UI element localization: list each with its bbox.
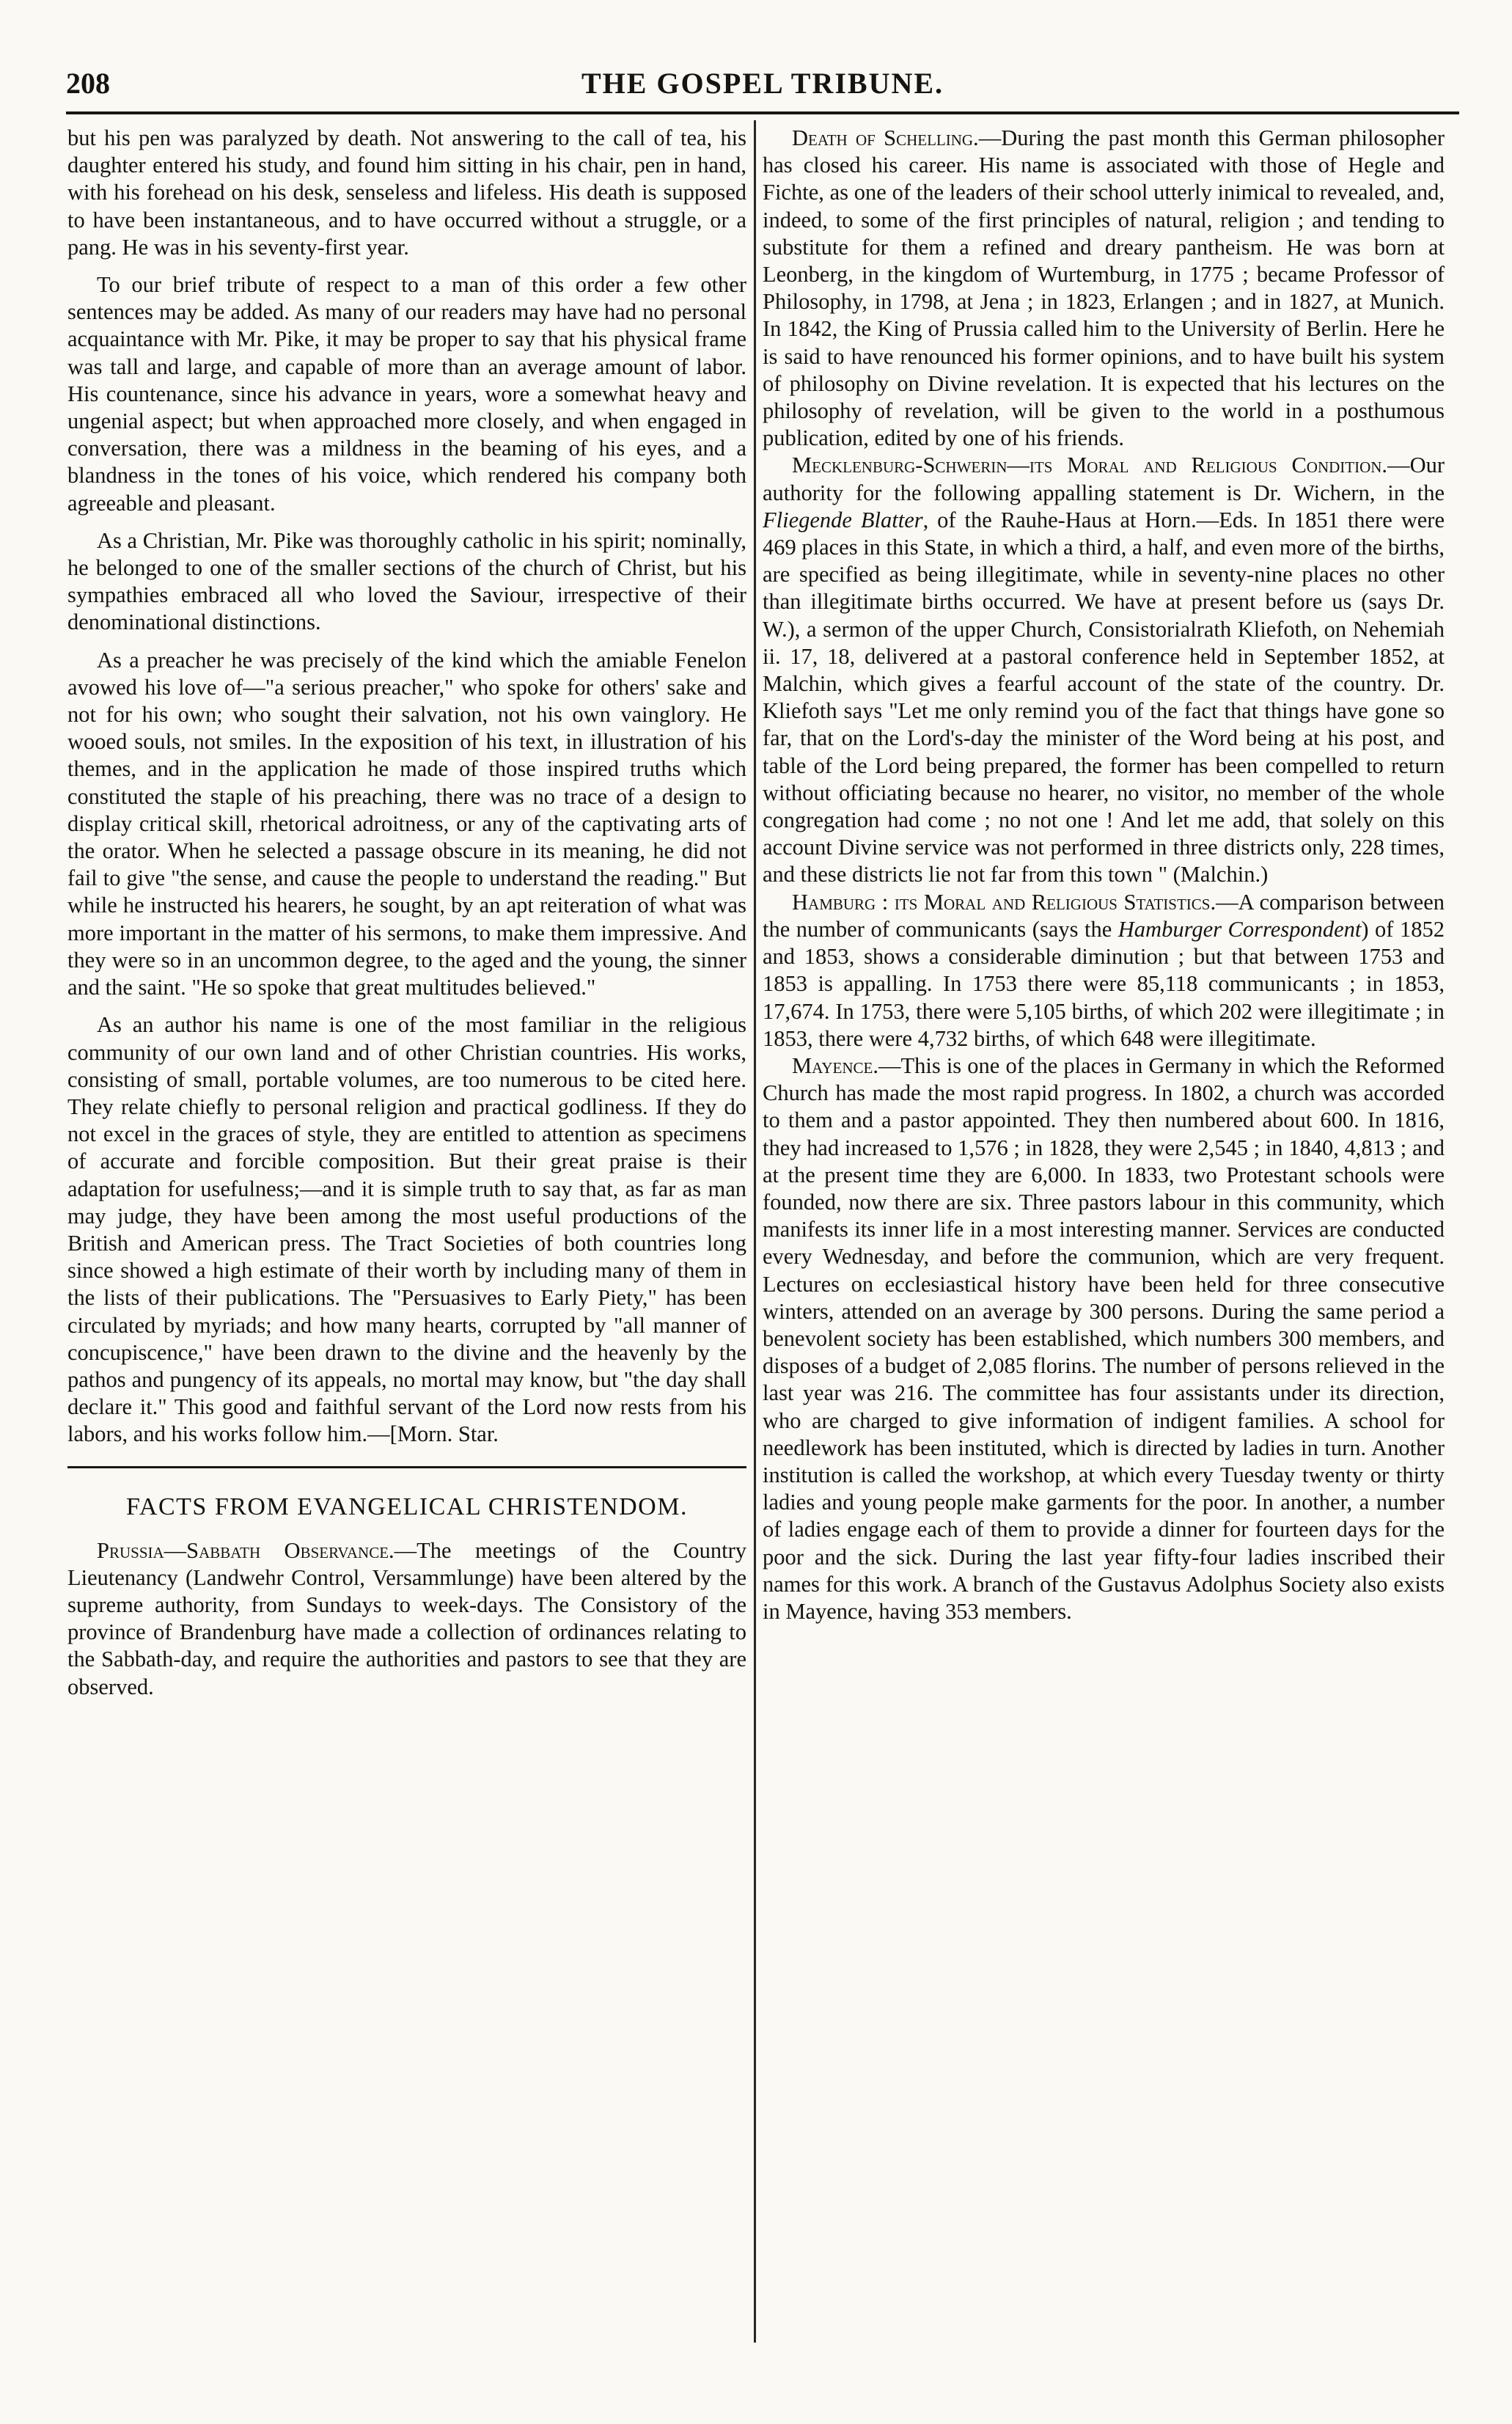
article-mayence-label: Mayence. bbox=[792, 1052, 878, 1078]
page-header bbox=[66, 63, 1459, 114]
article-mayence bbox=[763, 1052, 1445, 1625]
article-schelling-label: Death of Schelling. bbox=[792, 125, 979, 150]
obituary-paragraph-3: As a Christian, Mr. Pike was thoroughly catholic in his spirit; nominally, he belonged to one of the smaller sections of the church of Christ, but his sympathies embraced all who loved the Saviour, irrespective of their denominational distinctions. bbox=[67, 527, 746, 635]
column-divider bbox=[754, 120, 756, 2343]
article-prussia-label: Prussia—Sabbath Observance. bbox=[97, 1537, 394, 1563]
article-hamburg bbox=[763, 889, 1445, 1052]
article-schelling-text: —During the past month this German philosopher has closed his career. His name is associated with those of Hegle and Fichte, as one of the leaders of their school utterly inimical to revealed, and, indeed, to some of the first principles of natural, religion ; and tending to substitute for them a refined and dreary pantheism. He was born at Leonberg, in the kingdom of Wurtemburg, in 1775 ; became Professor of Philosophy, in 1798, at Jena ; in 1823, Erlangen ; and in 1827, at Munich. In 1842, the King of Prussia called him to the University of Berlin. Here he is said to have renounced his former opinions, and to have built his system of philosophy on Divine revelation. It is expected that his lectures on the philosophy of revelation, will be given to the world in a posthumous publication, edited by one of his friends. bbox=[763, 125, 1445, 451]
obituary-paragraph-4: As a preacher he was precisely of the kind which the amiable Fenelon avowed his love of—"a serious preacher," who spoke for others' sake and not for his own; who sought their salvation, not his own vainglory. He wooed souls, not smiles. In the exposition of his text, in illustration of his themes, and in the application he made of those inspired truths which constituted the staple of his preaching, there was no trace of a design to display critical skill, rhetorical adroitness, or any of the captivating arts of the orator. When he selected a passage obscure in its meaning, he did not fail to give "the sense, and cause the people to understand the reading." But while he instructed his hearers, he sought, by an apt reiteration of what was more important in the matter of his sermons, to make them impressive. And they were so in an uncommon degree, to the aged and the young, the sinner and the saint. "He so spoke that great multitudes believed." bbox=[67, 647, 746, 1000]
article-mecklenburg-text-1: —Our authority for the following appalling statement is Dr. Wichern, in the bbox=[763, 453, 1445, 505]
obituary-paragraph-1: but his pen was paralyzed by death. Not answering to the call of tea, his daughter entered his study, and found him sitting in his chair, pen in hand, with his forehead on his desk, senseless and lifeless. His death is supposed to have been instantaneous, and to have occurred without a struggle, or a pang. He was in his seventy-first year. bbox=[67, 125, 746, 260]
article-hamburg-source: Hamburger Correspondent bbox=[1118, 916, 1362, 942]
article-mecklenburg bbox=[763, 452, 1445, 888]
article-mecklenburg-label: Mecklenburg-Schwerin—its Moral and Religious Condition. bbox=[792, 453, 1388, 478]
article-hamburg-label: Hamburg : its Moral and Religious Statistics. bbox=[792, 889, 1216, 915]
obituary-paragraph-5: As an author his name is one of the most familiar in the religious community of our own land and of other Christian countries. His works, consisting of small, portable volumes, are too numerous to be cited here. They relate chiefly to personal religion and practical godliness. If they do not excel in the graces of style, they are entitled to attention as specimens of accurate and forcible composition. But their great praise is their adaptation for usefulness;—and it is simple truth to say that, as far as man may judge, they have been among the most useful productions of the British and American press. The Tract Societies of both countries long since showed a high estimate of their worth by including many of them in the lists of their publications. The "Persuasives to Early Piety," has been circulated by myriads; and how many hearts, corrupted by "all manner of concupiscence," have been drawn to the divine and the heavenly by the pathos and pungency of its appeals, no mortal may know, but "the day shall declare it." This good and faithful servant of the Lord now rests from his labors, and his works follow him.—[Morn. Star. bbox=[67, 1012, 746, 1447]
obituary-paragraph-2: To our brief tribute of respect to a man of this order a few other sentences may be added. As many of our readers may have had no personal acquaintance with Mr. Pike, it may be proper to say that his physical frame was tall and large, and capable of more than an average amount of labor. His countenance, since his advance in years, wore a somewhat heavy and ungenial aspect; but when approached more closely, and when engaged in conversation, there was a mildness in the beaming of his eyes, and a blandness in the tones of his voice, which rendered his company both agreeable and pleasant. bbox=[67, 272, 746, 516]
page-number: 208 bbox=[66, 67, 110, 100]
article-hamburg-text-1: —A comparison between the number of communicants (says the bbox=[763, 889, 1445, 942]
article-mayence-text: —This is one of the places in Germany in which the Reformed Church has made the most rapid progress. In 1802, a church was accorded to them and a pastor appointed. They then numbered about 600. In 1816, they had increased to 1,576 ; in 1828, they were 2,545 ; in 1840, 4,813 ; and at the present time they are 6,000. In 1833, two Protestant schools were founded, now there are six. Three pastors labour in this community, which manifests its inner life in a most interesting manner. Services are conducted every Wednesday, and before the communion, which are very frequent. Lectures on ecclesiastical history have been held for three consecutive winters, attended on an average by 300 persons. During the same period a benevolent society has been established, which numbers 300 members, and disposes of a budget of 2,085 florins. The number of persons relieved in the last year was 216. The committee has four assistants under its direction, who are charged to give information of indigent families. A school for needlework has been instituted, which is directed by ladies in turn. Another institution is called the workshop, at which every Tuesday twenty or thirty ladies and young people make garments for the poor. In another, a number of ladies engage each of them to provide a dinner for fourteen days for the poor and the sick. During the last year fifty-four ladies inscribed their names for this work. A branch of the Gustavus Adolphus Society also exists in Mayence, having 353 members. bbox=[763, 1052, 1445, 1624]
article-prussia bbox=[67, 1537, 746, 1701]
article-schelling bbox=[763, 125, 1445, 452]
section-divider bbox=[67, 1466, 746, 1468]
article-hamburg-text-2: ) of 1852 and 1853, shows a considerable diminution ; but that between 1753 and 1853 is appalling. In 1753 there were 85,118 communicants ; in 1853, 17,674. In 1753, there were 5,105 births, of which 202 were illegitimate ; in 1853, there were 4,732 births, of which 648 were illegitimate. bbox=[763, 916, 1445, 1051]
article-mecklenburg-text-2: , of the Rauhe-Haus at Horn.—Eds. In 1851 there were 469 places in this State, in which a third, a half, and even more of the births, are specified as being illegitimate, while in seventy-nine places no other than illegitimate births occurred. We have at present before us (says Dr. W.), a sermon of the upper Church, Consistorialrath Kliefoth, on Nehemiah ii. 17, 18, delivered at a pastoral conference held in September 1852, at Malchin, which gives a fearful account of the state of the country. Dr. Kliefoth says "Let me only remind you of the fact that things have gone so far, that on the Lord's-day the minister of the Word being at his post, and table of the Lord being prepared, the former has been compelled to return without officiating because no hearer, no visitor, no member of the whole congregation had come ; no not one ! And let me add, that solely on this account Divine service was not performed in three districts only, 228 times, and these districts lie not far from this town " (Malchin.) bbox=[763, 507, 1445, 887]
header-rule bbox=[66, 111, 1459, 114]
left-column bbox=[67, 125, 746, 2354]
right-column bbox=[763, 125, 1445, 2354]
running-title: THE GOSPEL TRIBUNE. bbox=[581, 67, 944, 100]
section-heading: FACTS FROM EVANGELICAL CHRISTENDOM. bbox=[126, 1493, 688, 1520]
article-mecklenburg-source: Fliegende Blatter bbox=[763, 507, 923, 532]
article-prussia-text: —The meetings of the Country Lieutenancy (Landwehr Control, Versammlunge) have been altered by the supreme authority, from Sundays to week-days. The Consistory of the province of Brandenburg have made a collection of ordinances relating to the Sabbath-day, and require the authorities and pastors to see that they are observed. bbox=[67, 1537, 746, 1699]
